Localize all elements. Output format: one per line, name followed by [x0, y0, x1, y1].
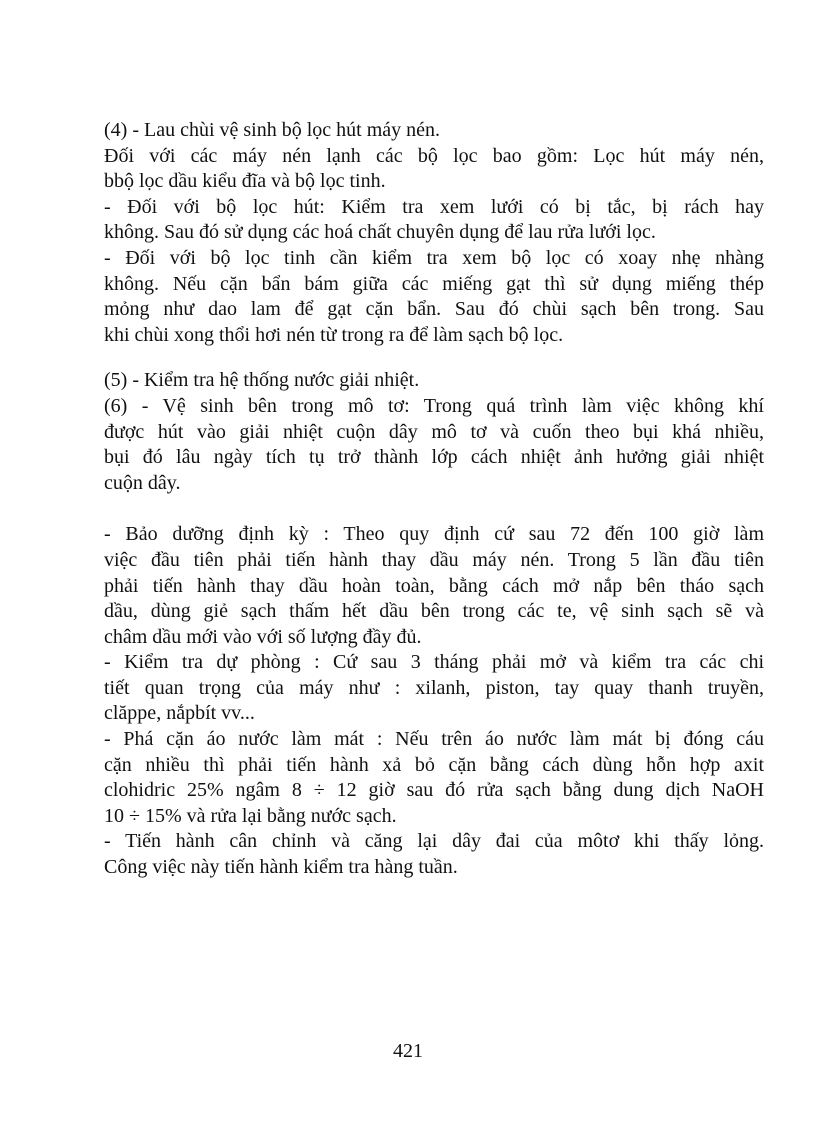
- text-line: tiết quan trọng của máy như : xilanh, piston, tay quay thanh truyền,: [104, 676, 764, 699]
- paragraph-filter-intro: [104, 144, 764, 195]
- text-line: (4) - Lau chùi vệ sinh bộ lọc hút máy nén.: [104, 119, 441, 141]
- text-line: clohidric 25% ngâm 8 ÷ 12 giờ sau đó rửa sạch bằng dung dịch NaOH: [104, 779, 764, 802]
- paragraph-spacer: [104, 496, 764, 522]
- paragraph-item-5: [104, 368, 764, 394]
- text-line: được hút vào giải nhiệt cuộn dây mô tơ và cuốn theo bụi khá nhiều,: [104, 420, 764, 443]
- paragraph-descaling: [104, 727, 764, 829]
- text-line: Đối với các máy nén lạnh các bộ lọc bao gồm: Lọc hút máy nén,: [104, 144, 764, 167]
- text-line: 10 ÷ 15% và rửa lại bằng nước sạch.: [104, 804, 397, 827]
- text-line: cuộn dây.: [104, 471, 181, 494]
- text-line: mỏng như dao lam để gạt cặn bẩn. Sau đó chùi sạch bên trong. Sau: [104, 298, 764, 321]
- paragraph-periodic-maintenance: [104, 522, 764, 650]
- text-line: phải tiến hành thay dầu hoàn toàn, bằng cách mở nắp bên tháo sạch: [104, 574, 764, 597]
- text-line: Công việc này tiến hành kiểm tra hàng tuần.: [104, 856, 458, 879]
- text-line: (6) - Vệ sinh bên trong mô tơ: Trong quá trình làm việc không khí: [104, 394, 764, 417]
- text-line: việc đầu tiên phải tiến hành thay dầu máy nén. Trong 5 lần đầu tiên: [104, 548, 764, 571]
- text-line: - Đối với bộ lọc tinh cần kiểm tra xem bộ lọc có xoay nhẹ nhàng: [104, 246, 764, 269]
- paragraph-preventive-check: [104, 650, 764, 727]
- paragraph-spacer: [104, 348, 764, 368]
- page-number: 421: [393, 1040, 423, 1062]
- text-line: - Tiến hành cân chỉnh và căng lại dây đai của môtơ khi thấy lỏng.: [104, 830, 764, 853]
- text-line: khi chùi xong thổi hơi nén từ trong ra để làm sạch bộ lọc.: [104, 323, 564, 346]
- text-line: dầu, dùng giẻ sạch thấm hết dầu bên trong các te, vệ sinh sạch sẽ và: [104, 600, 764, 623]
- paragraph-fine-filter: [104, 246, 764, 348]
- paragraph-item-6: [104, 394, 764, 496]
- page-body: [104, 118, 764, 881]
- text-line: bụi đó lâu ngày tích tụ trở thành lớp cách nhiệt ảnh hưởng giải nhiệt: [104, 446, 764, 469]
- text-line: (5) - Kiểm tra hệ thống nước giải nhiệt.: [104, 369, 420, 392]
- text-line: - Phá cặn áo nước làm mát : Nếu trên áo nước làm mát bị đóng cáu: [104, 728, 764, 751]
- text-line: không. Nếu cặn bẩn bám giữa các miếng gạt thì sử dụng miếng thép: [104, 272, 764, 295]
- text-line: - Đối với bộ lọc hút: Kiểm tra xem lưới có bị tắc, bị rách hay: [104, 195, 764, 218]
- paragraph-belt-adjustment: [104, 829, 764, 880]
- text-line: không. Sau đó sử dụng các hoá chất chuyên dụng để lau rửa lưới lọc.: [104, 221, 656, 244]
- text-line: - Bảo dưỡng định kỳ : Theo quy định cứ sau 72 đến 100 giờ làm: [104, 523, 764, 546]
- text-line: châm dầu mới vào với số lượng đầy đủ.: [104, 625, 422, 648]
- paragraph-item-4: [104, 118, 764, 144]
- paragraph-suction-filter: [104, 195, 764, 246]
- text-line: - Kiểm tra dự phòng : Cứ sau 3 tháng phải mở và kiểm tra các chi: [104, 651, 764, 674]
- text-line: clăppe, nắpbít vv...: [104, 702, 255, 725]
- text-line: bbộ lọc dầu kiểu đĩa và bộ lọc tinh.: [104, 170, 386, 193]
- text-line: cặn nhiều thì phải tiến hành xả bỏ cặn bằng cách dùng hỗn hợp axit: [104, 753, 764, 776]
